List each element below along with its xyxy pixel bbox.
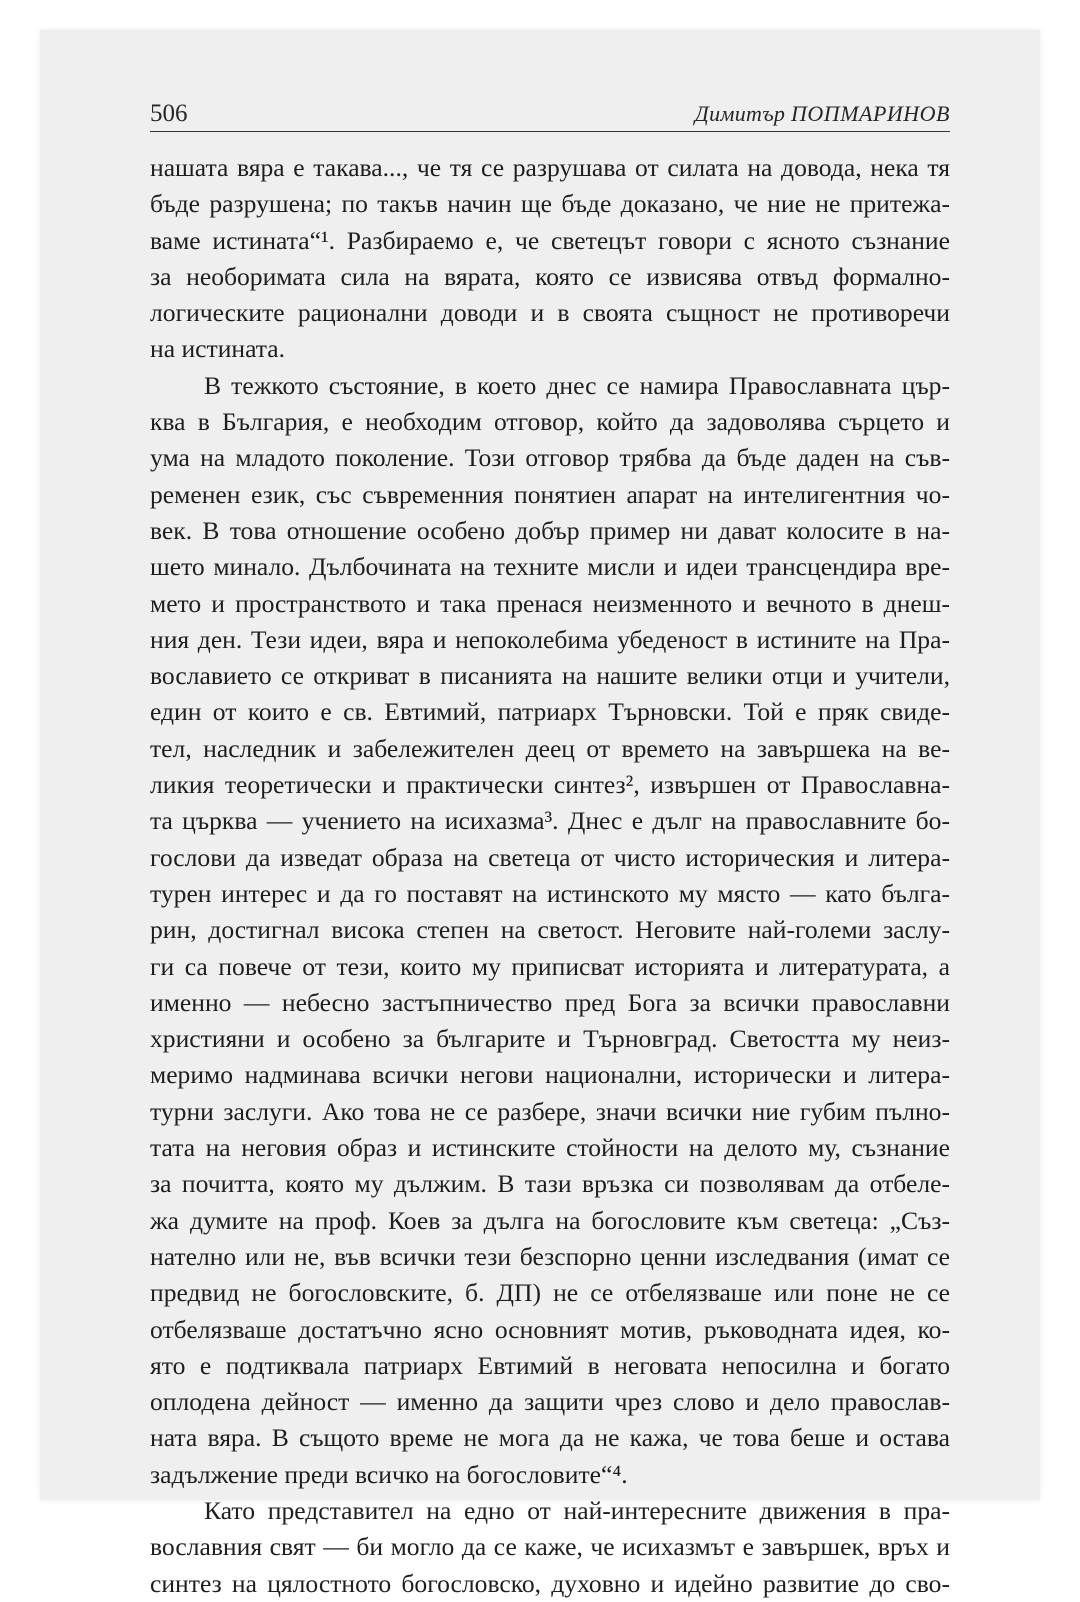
text-line: шето минало. Дълбочината на техните мисли и идеи трансцендира вре- xyxy=(150,552,950,582)
text-line: именно — небесно застъпничество пред Бога за всички православни xyxy=(150,987,950,1017)
running-header xyxy=(150,100,950,130)
text-line: В тежкото състояние, в което днес се намира Православната цър- xyxy=(204,370,950,400)
text-line: християни и особено за българите и Търновград. Светостта му неиз- xyxy=(150,1024,950,1054)
text-line: та църква — учението на исихазма³. Днес е дълг на православните бо- xyxy=(150,806,950,836)
text-line: бъде разрушена; по такъв начин ще бъде доказано, че ние не притежа- xyxy=(150,189,950,219)
text-line: гослови да изведат образа на светеца от чисто историческия и литера- xyxy=(150,842,950,872)
text-line: ликия теоретически и практически синтез², извършен от Православна- xyxy=(150,770,950,800)
text-line: тата на неговия образ и истинските стойности на делото му, съзнание xyxy=(150,1133,950,1163)
paragraph xyxy=(150,1493,950,1602)
text-line: отбелязваше достатъчно ясно основният мотив, ръководната идея, ко- xyxy=(150,1314,950,1344)
paragraph xyxy=(150,150,950,368)
text-line: мето и пространството и така пренася неизменното и вечното в днеш- xyxy=(150,588,950,618)
text-line: синтез на цялостното богословско, духовно и идейно развитие до сво- xyxy=(150,1568,950,1598)
author-first-name: Димитър xyxy=(694,101,786,126)
text-line: вославния свят — би могло да се каже, че исихазмът е завършек, връх и xyxy=(150,1532,950,1562)
text-line: ната вяра. В същото време не мога да не кажа, че това беше и остава xyxy=(150,1423,950,1453)
text-line: жа думите на проф. Коев за дълга на богословите към светеца: „Съз- xyxy=(150,1205,950,1235)
text-line: нателно или не, във всички тези безспорно ценни изследвания (имат се xyxy=(150,1241,950,1271)
text-line: за необоримата сила на вярата, която се извисява отвъд формално- xyxy=(150,261,950,291)
text-line: ременен език, със съвременния понятиен апарат на интелигентния чо- xyxy=(150,479,950,509)
text-line: меримо надминава всички негови национални, исторически и литера- xyxy=(150,1060,950,1090)
text-line: век. В това отношение особено добър пример ни дават колосите в на- xyxy=(150,515,950,545)
text-line: тел, наследник и забележителен деец от времето на завършека на ве- xyxy=(150,733,950,763)
author-last-name: ПОПМАРИНОВ xyxy=(791,101,950,126)
text-line: предвид не богословските, б. ДП) не се отбелязваше или поне не се xyxy=(150,1278,950,1308)
text-line: ния ден. Тези идеи, вяра и непоколебима убеденост в истините на Пра- xyxy=(150,624,950,654)
text-line: задължение преди всичко на богословите“⁴. xyxy=(150,1459,628,1489)
text-line: турни заслуги. Ако това не се разбере, значи всички ние губим пълно- xyxy=(150,1096,950,1126)
text-line: вославието се откриват в писанията на нашите велики отци и учители, xyxy=(150,661,950,691)
text-line: оплодена дейност — именно да защити чрез слово и дело православ- xyxy=(150,1387,950,1417)
text-line: на истината. xyxy=(150,334,286,364)
text-line: ги са повече от тези, които му приписват историята и литературата, а xyxy=(150,951,950,981)
running-head-author xyxy=(695,100,950,128)
text-line: ято е подтиквала патриарх Евтимий в неговата непосилна и богато xyxy=(150,1350,950,1380)
body-text xyxy=(150,150,950,1602)
text-line: за почитта, която му дължим. В тази връзка си позволявам да отбеле- xyxy=(150,1169,950,1199)
text-line: един от които е св. Евтимий, патриарх Търновски. Той е пряк свиде- xyxy=(150,697,950,727)
text-line: турен интерес и да го поставят на истинското му място — като бълга- xyxy=(150,878,950,908)
page-number: 506 xyxy=(150,100,188,127)
text-line: нашата вяра е такава..., че тя се разрушава от силата на довода, нека тя xyxy=(150,153,950,182)
text-line: рин, достигнал висока степен на светост. Неговите най-големи заслу- xyxy=(150,915,950,945)
text-line: логическите рационални доводи и в своята същност не противоречи xyxy=(150,298,950,328)
paragraph xyxy=(150,368,950,1493)
text-line: ваме истината“¹. Разбираемо е, че светецът говори с ясното съзнание xyxy=(150,225,950,255)
text-line: Като представител на едно от най-интересните движения в пра- xyxy=(204,1495,950,1525)
text-line: ума на младото поколение. Този отговор трябва да бъде даден на съв- xyxy=(150,443,950,473)
text-line: ква в България, е необходим отговор, който да задоволява сърцето и xyxy=(150,407,950,437)
header-rule xyxy=(150,131,950,132)
